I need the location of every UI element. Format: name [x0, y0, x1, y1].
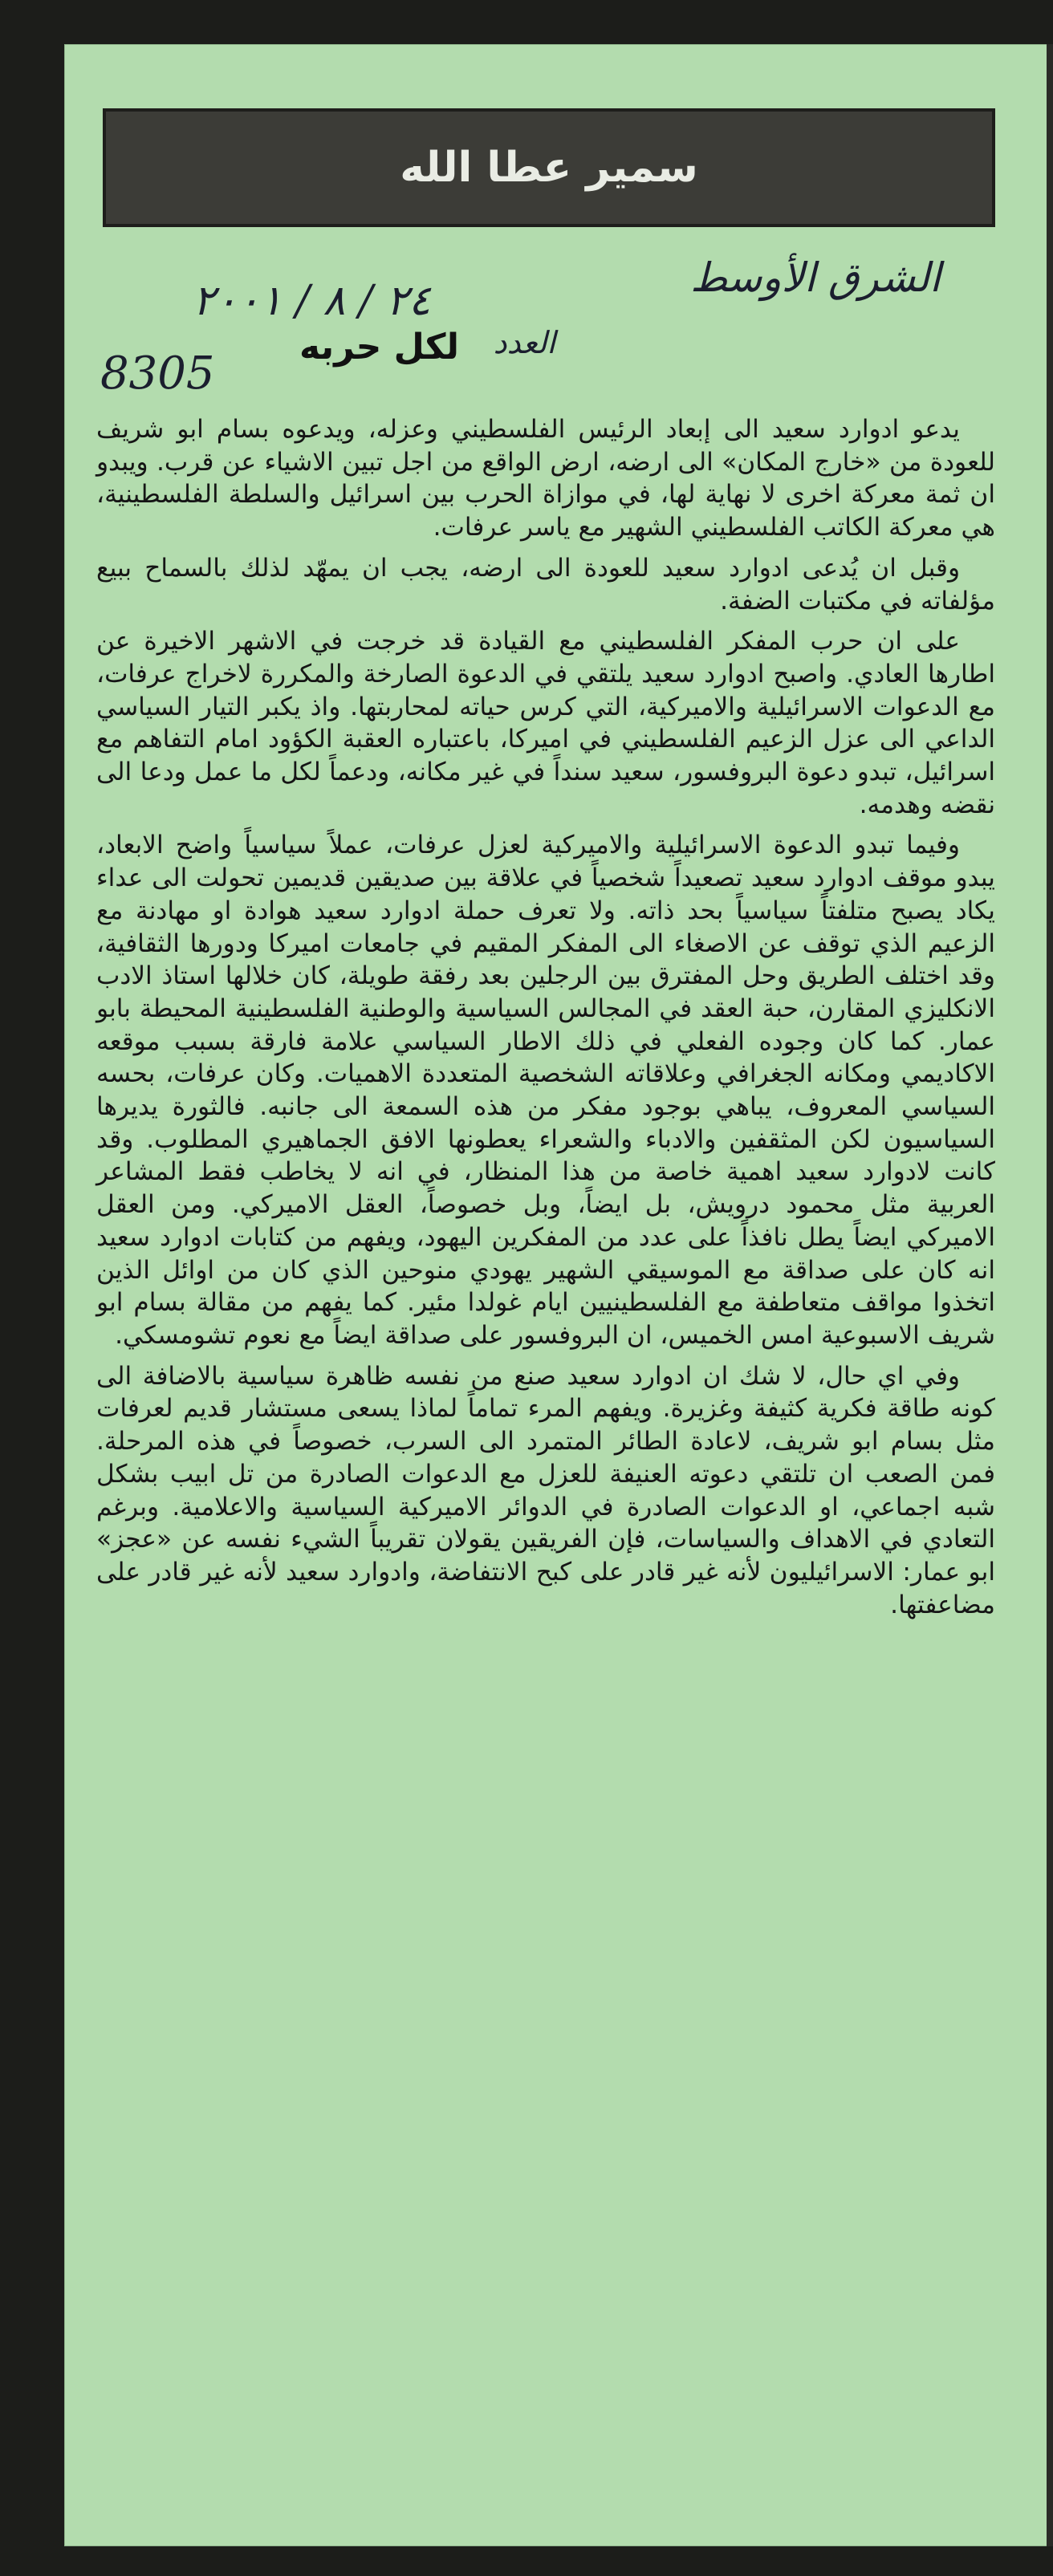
article-paragraph: على ان حرب المفكر الفلسطيني مع القيادة قد خرجت في الاشهر الاخيرة عن اطارها العادي. واصبح ادوارد سعيد يلتقي في الدعوة الصارخة والمكررة لاخراج عرفات، مع الدعوات الاسرائيلية والاميركية، التي كرس حياته لمحاربتها. واذ يكبر التيار السياسي الداعي الى عزل الزعيم الفلسطيني في اميركا، باعتباره العقبة الكؤود امام التفاهم مع اسرائيل، تبدو دعوة البروفسور، سعيد سنداً في غير مكانه، ودعماً لكل ما عمل ودعا الى نقضه وهدمه.: [96, 627, 995, 819]
byline-author: سمير عطا الله: [400, 144, 698, 192]
handwritten-issue-number: 8305: [100, 347, 215, 400]
handwritten-source: الشرق الأوسط: [690, 254, 941, 301]
handwritten-issue-label: العدد: [493, 325, 555, 360]
scan-edge: [1047, 44, 1053, 2546]
article-paragraph: وفيما تبدو الدعوة الاسرائيلية والاميركية لعزل عرفات، عملاً سياسياً واضح الابعاد، يبدو موقف ادوارد سعيد تصعيداً شخصياً في علاقة بين صديقين قديمين تحولت الى عداء يكاد يصبح متلفتاً سياسياً بحد ذاته. ولا تعرف حملة ادوارد سعيد هوادة او مهادنة مع الزعيم الذي توقف عن الاصغاء الى المفكر المقيم في جامعات اميركا ودورها الثقافية، وقد اختلف الطريق وحل المفترق بين الرجلين بعد رفقة طويلة، كان خلالها استاذ الادب الانكليزي المقارن، حبة العقد في المجالس السياسية والوطنية الفلسطينية المحيطة بابو عمار. كما كان وجوده الفعلي في ذلك الاطار السياسي علامة فارقة بسبب موقعه الاكاديمي ومكانه الجغرافي وعلاقاته الشخصية المتعددة الاهميات. وكان عرفات، بحسه السياسي المعروف، يباهي بوجود مفكر من هذه السمعة الى جانبه. فالثورة يديرها السياسيون لكن المثقفين والادباء والشعراء يعطونها الافق الجماهيري المطلوب. وقد كانت لادوارد سعيد اهمية خاصة من هذا المنظار، في انه لا يخاطب فقط المشاعر العربية مثل محمود درويش، بل ايضاً، وبل خصوصاً، العقل الاميركي. ومن العقل الاميركي ايضاً يطل نافذاً على عدد من المفكرين اليهود، ويفهم من كتابات ادوارد سعيد انه كان على صداقة مع الموسيقي الشهير يهودي منوحين الذي كان من اوائل الذين اتخذوا مواقف متعاطفة مع الفلسطينيين ايام غولدا مئير. كما يفهم من مقالة بسام ابو شريف الاسبوعية امس الخميس، ان البروفسور على صداقة ايضاً مع نعوم تشومسكي.: [96, 831, 995, 1350]
article-headline: لكل حربه: [299, 327, 459, 368]
byline-banner: [103, 108, 995, 227]
article-paragraph: وقبل ان يُدعى ادوارد سعيد للعودة الى ارضه، يجب ان يمهّد لذلك بالسماح ببيع مؤلفاته في مكتبات الضفة.: [96, 553, 995, 616]
newspaper-clipping: [64, 44, 1053, 2546]
article-paragraph: يدعو ادوارد سعيد الى إبعاد الرئيس الفلسطيني وعزله، ويدعوه بسام ابو شريف للعودة من «خارج المكان» الى ارضه، ارض الواقع من اجل تبين الاشياء عن قرب. ويبدو ان ثمة معركة اخرى لا نهاية لها، في موازاة الحرب بين اسرائيل والسلطة الفلسطينية، هي معركة الكاتب الفلسطيني الشهير مع ياسر عرفات.: [96, 415, 995, 542]
handwritten-date: ٢٤ / ٨ / ٢٠٠١: [193, 277, 431, 325]
article-paragraph: وفي اي حال، لا شك ان ادوارد سعيد صنع من نفسه ظاهرة سياسية بالاضافة الى كونه طاقة فكرية كثيفة وغزيرة. ويفهم المرء تماماً لماذا يسعى مستشار قديم لعرفات مثل بسام ابو شريف، لاعادة الطائر المتمرد الى السرب، خصوصاً في هذه المرحلة. فمن الصعب ان تلتقي دعوته العنيفة للعزل مع الدعوات الصادرة من تل ابيب بشكل شبه اجماعي، او الدعوات الصادرة في الدوائر الاميركية السياسية والاعلامية. وبرغم التعادي في الاهداف والسياسات، فإن الفريقين يقولان تقريباً الشيء نفسه عن «عجز» ابو عمار: الاسرائيليون لأنه غير قادر على كبح الانتفاضة، وادوارد سعيد لأنه غير قادر على مضاعفتها.: [96, 1361, 995, 1619]
article-body: [96, 413, 995, 1629]
